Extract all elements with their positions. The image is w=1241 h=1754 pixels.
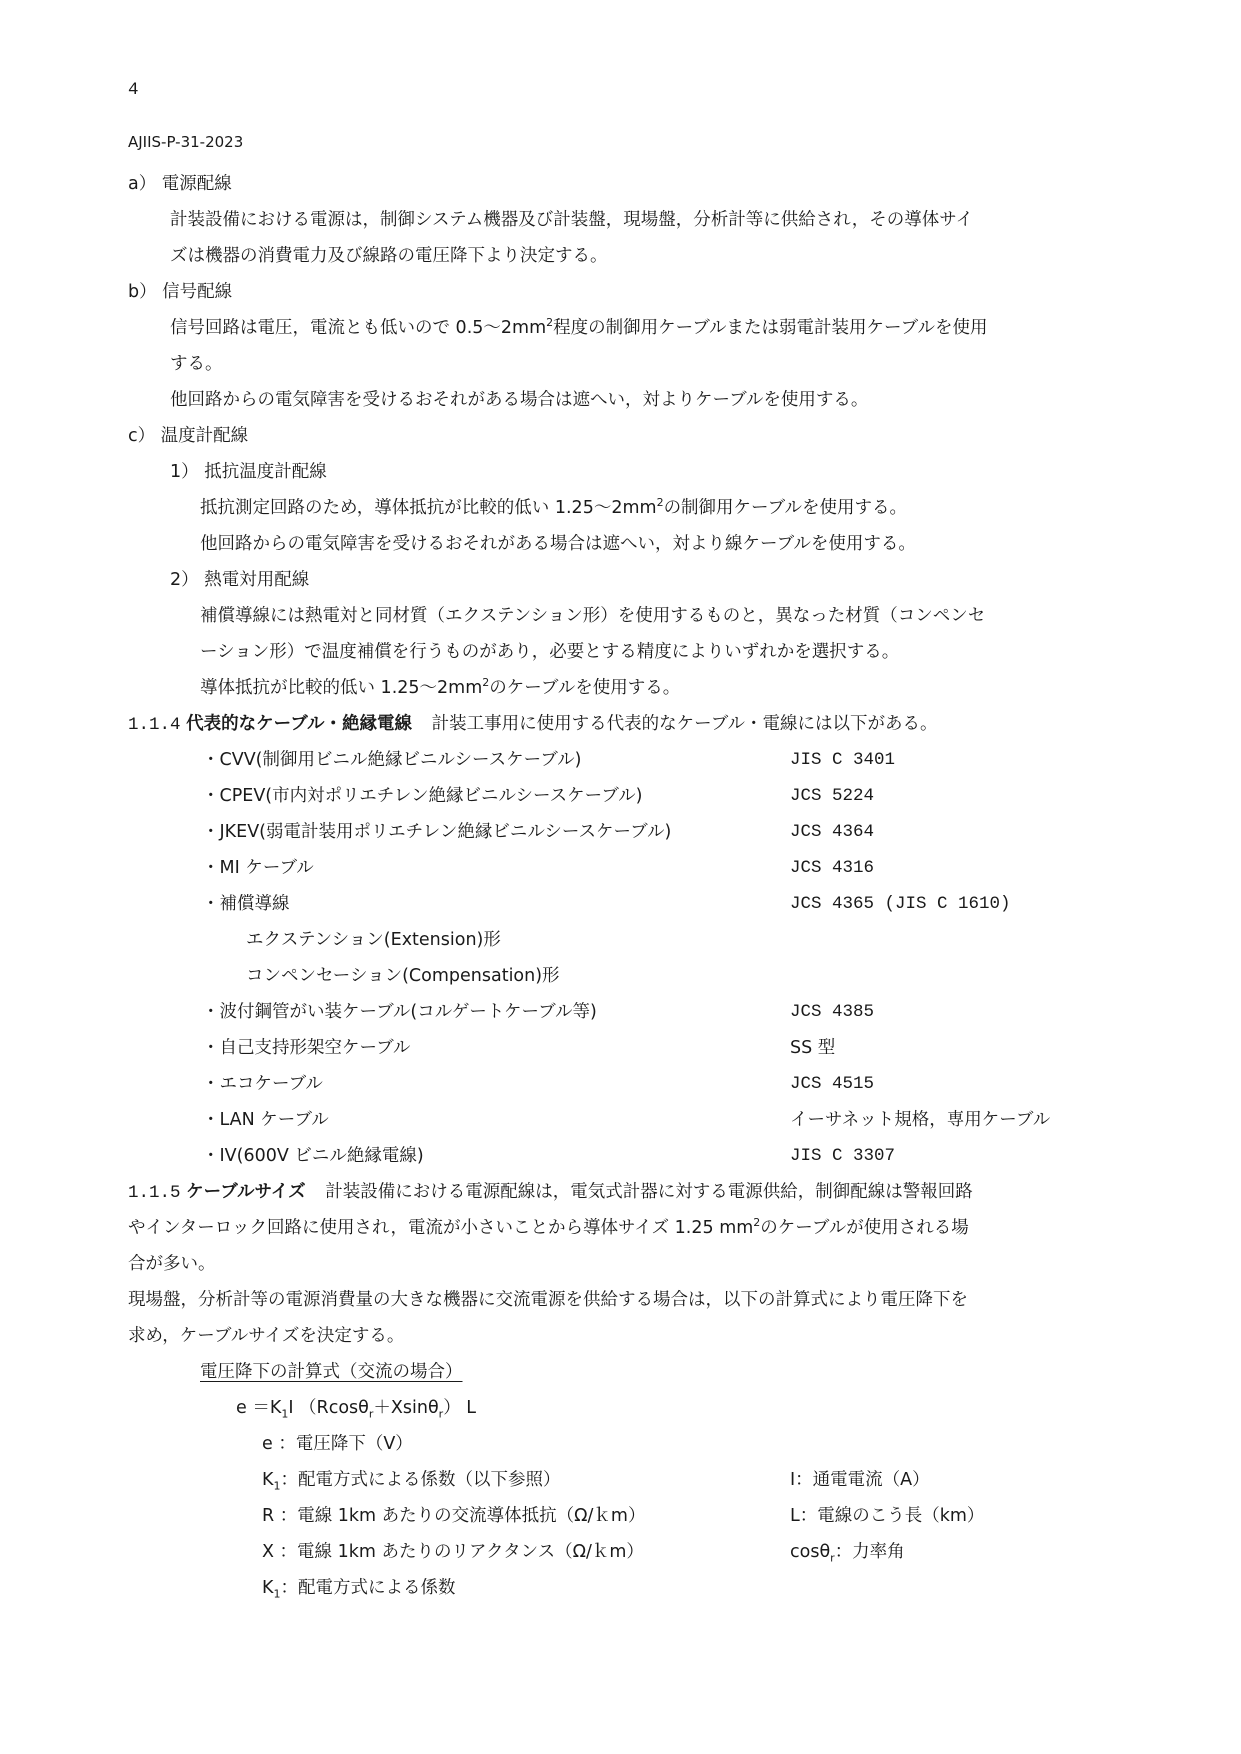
text-span: 信号回路は電圧，電流とも低いので 0.5～2mm: [170, 318, 547, 338]
section-title: ケーブルサイズ: [186, 1182, 306, 1202]
section-115-body-line: [128, 1216, 969, 1240]
subscript: 1: [273, 1587, 281, 1601]
definition-k1-coefficient: [262, 1576, 455, 1600]
section-b-body-line: [170, 316, 987, 340]
formula-part: ） L: [443, 1398, 477, 1418]
cable-subitem: コンペンセーション(Compensation)形: [246, 966, 560, 986]
cable-item: ・IV(600V ビニル絶縁電線): [202, 1146, 424, 1166]
section-number: 1.1.5: [128, 1183, 181, 1203]
formula: [236, 1396, 476, 1420]
subscript: 1: [273, 1479, 281, 1493]
definition-text: ：力率角: [834, 1542, 905, 1562]
definition-l: L：電線のこう長（km）: [790, 1506, 985, 1526]
text-span: やインターロック回路に使用され，電流が小さいことから導体サイズ 1.25 mm: [128, 1218, 754, 1238]
document-id: AJIIS-P-31-2023: [128, 133, 244, 151]
cable-standard: JCS 4364: [790, 822, 875, 842]
cable-item: ・MI ケーブル: [202, 858, 314, 878]
cable-item: ・エコケーブル: [202, 1074, 323, 1094]
cable-standard: JCS 5224: [790, 786, 875, 806]
section-number: 1.1.4: [128, 715, 181, 735]
cable-subitem: エクステンション(Extension)形: [246, 930, 501, 950]
page-number: 4: [128, 80, 139, 100]
cable-item: ・LAN ケーブル: [202, 1110, 329, 1130]
symbol: K: [262, 1470, 274, 1490]
cable-item: ・JKEV(弱電計装用ポリエチレン絶縁ビニルシースケーブル): [202, 822, 672, 842]
superscript: 2: [753, 1216, 761, 1230]
section-c-heading: c） 温度計配線: [128, 426, 249, 446]
section-115-body-line: 現場盤，分析計等の電源消費量の大きな機器に交流電源を供給する場合は，以下の計算式により電圧降下を: [128, 1290, 968, 1310]
definition-text: ：配電方式による係数: [280, 1578, 456, 1598]
cable-standard: JIS C 3401: [790, 750, 896, 770]
cable-item: ・自己支持形架空ケーブル: [202, 1038, 411, 1058]
definition-i: I：通電電流（A）: [790, 1470, 930, 1490]
cable-standard: JCS 4515: [790, 1074, 875, 1094]
subsection-2-heading: 2） 熱電対用配線: [170, 570, 310, 590]
cable-item: ・CVV(制御用ビニル絶縁ビニルシースケーブル): [202, 750, 582, 770]
subsection-1-body-line: [200, 496, 907, 520]
subsection-1-body-line: 他回路からの電気障害を受けるおそれがある場合は遮へい，対より線ケーブルを使用する。: [200, 534, 916, 554]
section-a-body-line: 計装設備における電源は，制御システム機器及び計装盤，現場盤，分析計等に供給され，その導体サイ: [170, 210, 974, 230]
text-span: 抵抗測定回路のため，導体抵抗が比較的低い 1.25～2mm: [200, 498, 657, 518]
definition-r: R ：電線 1km あたりの交流導体抵抗（Ω/ｋm）: [262, 1506, 646, 1526]
formula-part: ＋Xsinθ: [373, 1398, 439, 1418]
subscript: r: [830, 1551, 835, 1565]
definition-cos: [790, 1540, 905, 1564]
definition-x: X ：電線 1km あたりのリアクタンス（Ω/ｋm）: [262, 1542, 644, 1562]
superscript: 2: [656, 496, 664, 510]
definition-text: ：配電方式による係数（以下参照）: [280, 1470, 561, 1490]
cable-standard: JCS 4316: [790, 858, 875, 878]
definition-k1: [262, 1468, 560, 1492]
section-115-heading: [128, 1180, 973, 1205]
section-title: 代表的なケーブル・絶縁電線: [186, 714, 413, 734]
cable-item: ・補償導線: [202, 894, 290, 914]
symbol: K: [262, 1578, 274, 1598]
cable-standard: イーサネット規格，専用ケーブル: [790, 1110, 1051, 1130]
subsection-2-body-line: ーション形）で温度補償を行うものがあり，必要とする精度によりいずれかを選択する。: [200, 642, 900, 662]
subsection-2-body-line: 補償導線には熱電対と同材質（エクステンション形）を使用するものと，異なった材質（コンペンセ: [200, 606, 986, 626]
subsection-2-body-line: [200, 676, 680, 700]
section-intro: 計装工事用に使用する代表的なケーブル・電線には以下がある。: [431, 714, 938, 734]
section-b-body-line: 他回路からの電気障害を受けるおそれがある場合は遮へい，対よりケーブルを使用する。: [170, 390, 869, 410]
section-115-body-line: 合が多い。: [128, 1254, 216, 1274]
cable-item: ・波付鋼管がい装ケーブル(コルゲートケーブル等): [202, 1002, 597, 1022]
cable-standard: JCS 4385: [790, 1002, 875, 1022]
formula-part: I （Rcosθ: [288, 1398, 369, 1418]
section-114-heading: [128, 712, 938, 737]
text-span: 導体抵抗が比較的低い 1.25～2mm: [200, 678, 483, 698]
cable-standard: JCS 4365 (JIS C 1610): [790, 894, 1011, 914]
text-span: 程度の制御用ケーブルまたは弱電計装用ケーブルを使用: [553, 318, 988, 338]
formula-part: e ＝K: [236, 1398, 282, 1418]
superscript: 2: [482, 676, 490, 690]
cable-standard: JIS C 3307: [790, 1146, 896, 1166]
subscript: r: [368, 1407, 374, 1421]
section-a-heading: a） 電源配線: [128, 174, 232, 194]
definition-e: e ：電圧降下（V）: [262, 1434, 413, 1454]
subsection-1-heading: 1） 抵抗温度計配線: [170, 462, 327, 482]
cable-item: ・CPEV(市内対ポリエチレン絶縁ビニルシースケーブル): [202, 786, 643, 806]
text-span: のケーブルが使用される場: [760, 1218, 969, 1238]
text-span: の制御用ケーブルを使用する。: [663, 498, 907, 518]
symbol: cosθ: [790, 1542, 831, 1562]
section-b-heading: b） 信号配線: [128, 282, 233, 302]
text-span: のケーブルを使用する。: [489, 678, 681, 698]
section-b-body-line: する。: [170, 354, 223, 374]
subscript: r: [438, 1407, 444, 1421]
cable-standard: SS 型: [790, 1038, 836, 1058]
section-115-body-line: 求め，ケーブルサイズを決定する。: [128, 1326, 405, 1346]
section-body-start: 計装設備における電源配線は，電気式計器に対する電源供給，制御配線は警報回路: [325, 1182, 973, 1202]
superscript: 2: [546, 316, 554, 330]
subscript: 1: [281, 1407, 289, 1421]
section-a-body-line: ズは機器の消費電力及び線路の電圧降下より決定する。: [170, 246, 608, 266]
formula-title: 電圧降下の計算式（交流の場合）: [200, 1362, 463, 1382]
